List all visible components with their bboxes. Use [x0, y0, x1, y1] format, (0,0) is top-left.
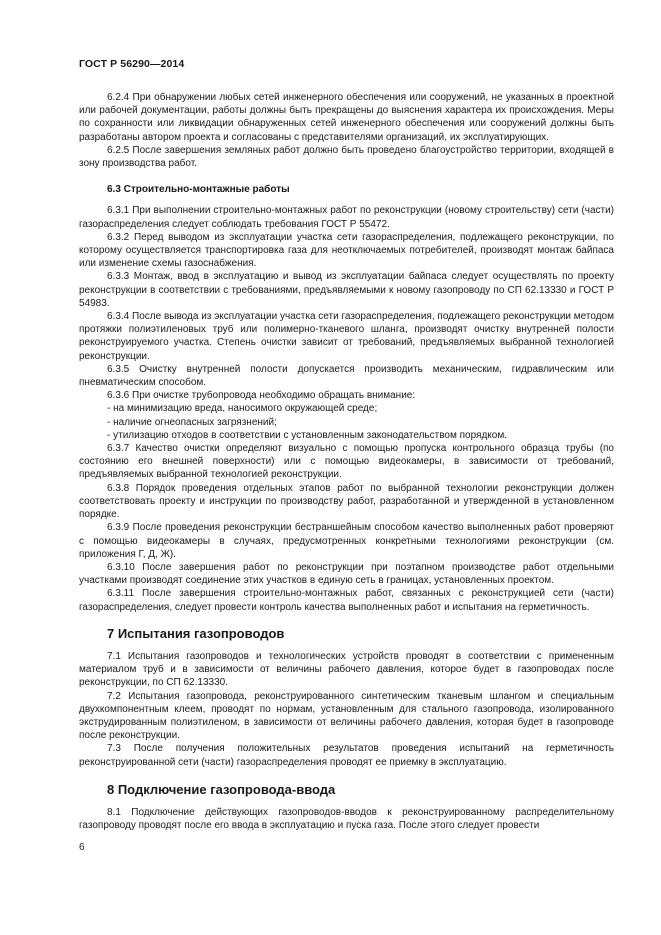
page-number: 6 — [79, 842, 85, 853]
paragraph-7-3: 7.3 После получения положительных результатов проведения испытаний на герметичность реконструированной сети (части) газораспределения проводят ее приемку в эксплуатацию. — [79, 743, 614, 768]
section-heading-6-3: 6.3 Строительно-монтажные работы — [107, 184, 290, 196]
paragraph-6-3-1: 6.3.1 При выполнении строительно-монтажных работ по реконструкции (новому строительству) сети (части) газораспределения следует соблюдать требования ГОСТ Р 55472. — [79, 205, 614, 230]
list-item: - наличие огнеопасных загрязнений; — [107, 416, 277, 428]
paragraph-6-3-8: 6.3.8 Порядок проведения отдельных этапов работ по выбранной технологии реконструкции должен соответствовать проекту и инструкции по производству работ, разработанной и утвержденной в установленном порядке. — [79, 482, 614, 521]
paragraph-8-1: 8.1 Подключение действующих газопроводов-вводов к реконструированному распределительному газопроводу проводят после его ввода в эксплуатацию и пуска газа. После этого следует провести — [79, 806, 614, 832]
paragraph-6-3-7: 6.3.7 Качество очистки определяют визуально с помощью пропуска контрольного образца трубы (по состоянию его внешней поверхности) или с помощью видеокамеры, в зависимости от требований, предъявляемых выбранной технологией реконструкции. — [79, 443, 614, 481]
paragraph-6-3-9: 6.3.9 После проведения реконструкции бестраншейным способом качество выполненных работ проверяют с помощью видеокамеры в случаях, предусмотренных конкретными технологиями реконструкции (см. приложения Г, Д, Ж). — [79, 522, 614, 560]
paragraph-6-3-6: 6.3.6 При очистке трубопровода необходимо обращать внимание: — [107, 390, 416, 402]
list-item: - утилизацию отходов в соответствии с установленным законодательством порядком. — [107, 429, 507, 441]
list-item: - на минимизацию вреда, наносимого окружающей среде; — [107, 403, 378, 415]
document-header: ГОСТ Р 56290—2014 — [79, 58, 185, 70]
paragraph-6-2-5: 6.2.5 После завершения земляных работ должно быть проведено благоустройство территории, входящей в зону производства работ. — [79, 144, 614, 170]
document-body — [79, 91, 614, 832]
section-heading-7: 7 Испытания газопроводов — [107, 625, 285, 641]
paragraph-6-3-11: 6.3.11 После завершения строительно-монтажных работ, связанных с реконструкцией сети (части) газораспределения, следует провести контроль качества выполненных работ и испытания на герметичность. — [79, 588, 614, 613]
section-heading-8: 8 Подключение газопровода-ввода — [107, 781, 336, 797]
paragraph-6-2-4: 6.2.4 При обнаружении любых сетей инженерного обеспечения или сооружений, не указанных в проектной или рабочей документации, работы должны быть прекращены до выяснения характера их происхождения. Меры по сохранности или ликвидации обнаруженных сетей инженерного обеспечения или сооружений должны быть разработаны автором проекта и согласованы с представителями организаций, их эксплуатирующих. — [79, 92, 614, 143]
paragraph-6-3-4: 6.3.4 После вывода из эксплуатации участка сети газораспределения, подлежащего реконструкции методом протяжки полиэтиленовых труб или полимерно-тканевого шланга, производят очистку внутренней полости реконструируемого участка. Степень очистки зависит от требований, предъявляемых выбранной технологией реконструкции. — [79, 311, 614, 362]
paragraph-6-3-2: 6.3.2 Перед выводом из эксплуатации участка сети газораспределения, подлежащего реконструкции, по которому осуществляется транспортировка газа для неотключаемых потребителей, производят монтаж байпаса или изменение схемы газоснабжения. — [79, 231, 614, 270]
paragraph-6-3-3: 6.3.3 Монтаж, ввод в эксплуатацию и вывод из эксплуатации байпаса следует осуществлять по проекту реконструкции в соответствии с требованиями, предъявляемыми к новому газопроводу по СП 62.13330 и ГОСТ Р 54983. — [79, 271, 614, 309]
paragraph-7-1: 7.1 Испытания газопроводов и технологических устройств проводят в соответствии с примененным материалом труб и в зависимости от величины рабочего давления, которое будет в газопроводах после реконструкции, по СП 62.13330. — [79, 650, 614, 689]
paragraph-6-3-5: 6.3.5 Очистку внутренней полости допускается производить механическим, гидравлическим или пневматическим способом. — [79, 363, 614, 389]
paragraph-6-3-10: 6.3.10 После завершения работ по реконструкции при поэтапном производстве работ отдельными участками производят соединение этих участков в единую сеть в границах, установленных проектом. — [79, 561, 614, 587]
paragraph-7-2: 7.2 Испытания газопровода, реконструированного синтетическим тканевым шлангом и специальным двухкомпонентным клеем, проводят по нормам, установленным для стального газопровода, изолированного экструдированным полиэтиленом, в зависимости от величины рабочего давления, которая будет в газопроводе после реконструкции. — [79, 690, 614, 742]
